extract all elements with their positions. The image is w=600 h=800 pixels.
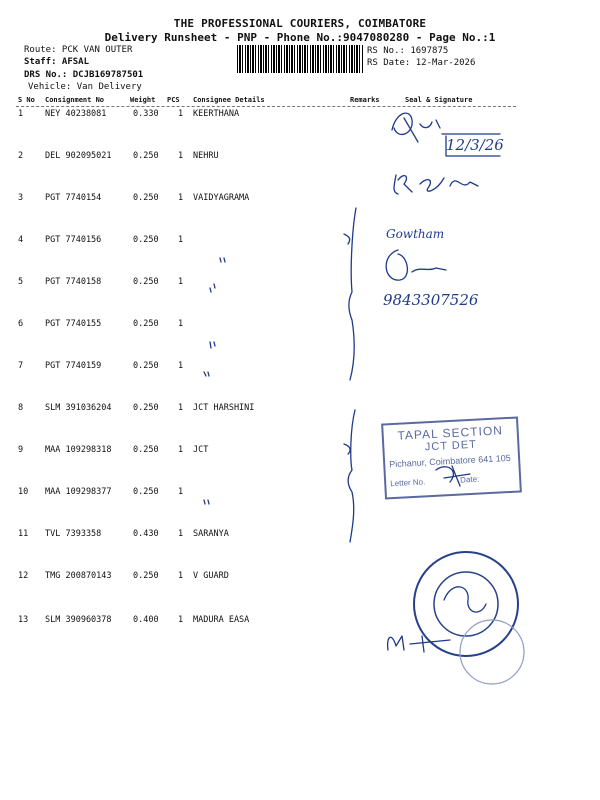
row-consignee: JCT HARSHINI	[193, 403, 255, 413]
row-sno: 7	[18, 361, 24, 371]
col-seal: Seal & Signature	[405, 96, 473, 104]
row-weight: 0.330	[133, 109, 159, 119]
document-subtitle: Delivery Runsheet - PNP - Phone No.:9047080280 - Page No.:1	[104, 31, 496, 44]
row-sno: 11	[18, 529, 29, 539]
ditto-mark-6	[210, 342, 215, 348]
col-sno: S No	[18, 96, 35, 104]
row-pcs: 1	[178, 235, 184, 245]
handwritten-name: Gowtham	[386, 227, 445, 241]
ditto-mark-4	[220, 258, 225, 262]
row-consignee: VAIDYAGRAMA	[193, 193, 250, 203]
row-consignee: V GUARD	[193, 571, 229, 581]
stamp-date: Date:	[459, 474, 480, 485]
row-consignee: JCT	[193, 445, 209, 455]
row-consignment: PGT 7740155	[45, 319, 102, 329]
row-pcs: 1	[178, 151, 184, 161]
stamp-line-1: TAPAL SECTION	[397, 423, 504, 443]
stamp-line-2: JCT DET	[424, 438, 478, 454]
row-consignment: TVL 7393358	[45, 529, 102, 539]
signature-row-2	[394, 175, 478, 194]
row-weight: 0.430	[133, 529, 159, 539]
row-pcs: 1	[178, 277, 184, 287]
row-weight: 0.250	[133, 193, 159, 203]
row-sno: 3	[18, 193, 24, 203]
row-pcs: 1	[178, 319, 184, 329]
row-sno: 2	[18, 151, 24, 161]
row-consignee: NEHRU	[193, 151, 219, 161]
row-consignment: NEY 40238081	[45, 109, 107, 119]
stamp-line-3: Pichanur, Coimbatore 641 105	[388, 452, 511, 470]
row-sno: 4	[18, 235, 24, 245]
row-pcs: 1	[178, 361, 184, 371]
rs-number: RS No.: 1697875	[367, 46, 449, 56]
row-weight: 0.250	[133, 403, 159, 413]
ditto-mark-10	[204, 500, 209, 504]
ditto-mark-7	[204, 372, 209, 376]
row-pcs: 1	[178, 403, 184, 413]
remarks-bracket-bottom	[344, 410, 355, 542]
stamp-letter-no: Letter No.	[390, 477, 426, 489]
col-pcs: PCS	[167, 96, 180, 104]
row-sno: 10	[18, 487, 29, 497]
rs-date: RS Date: 12-Mar-2026	[367, 58, 476, 68]
row-consignment: SLM 391036204	[45, 403, 112, 413]
handwritten-phone: 9843307526	[383, 291, 479, 309]
col-consignee: Consignee Details	[193, 96, 265, 104]
vehicle-label: Vehicle: Van Delivery	[28, 82, 142, 92]
col-weight: Weight	[130, 96, 156, 104]
row-consignment: PGT 7740156	[45, 235, 102, 245]
row-weight: 0.250	[133, 277, 159, 287]
row-weight: 0.400	[133, 615, 159, 625]
row-weight: 0.250	[133, 319, 159, 329]
route-label: Route: PCK VAN OUTER	[24, 45, 133, 55]
ditto-mark-5	[210, 284, 215, 292]
row-consignment: MAA 109298318	[45, 445, 112, 455]
row-consignment: PGT 7740159	[45, 361, 102, 371]
row-consignment: PGT 7740158	[45, 277, 102, 287]
col-consignment: Consignment No	[45, 96, 105, 104]
row-pcs: 1	[178, 109, 184, 119]
row-consignment: TMG 200870143	[45, 571, 112, 581]
row-consignee: SARANYA	[193, 529, 229, 539]
faint-round-seal	[460, 620, 524, 684]
row-consignment: SLM 390960378	[45, 615, 112, 625]
row-weight: 0.250	[133, 487, 159, 497]
row-sno: 5	[18, 277, 24, 287]
remarks-bracket-top	[344, 208, 356, 380]
row-pcs: 1	[178, 615, 184, 625]
row-weight: 0.250	[133, 235, 159, 245]
row-sno: 12	[18, 571, 29, 581]
v-guard-round-seal	[414, 552, 518, 656]
tapal-section-stamp	[381, 416, 522, 499]
signature-row-1	[392, 113, 440, 142]
row-pcs: 1	[178, 571, 184, 581]
row-consignee: MADURA EASA	[193, 615, 250, 625]
row-sno: 13	[18, 615, 29, 625]
row-weight: 0.250	[133, 151, 159, 161]
row-sno: 9	[18, 445, 24, 455]
signature-row-4	[386, 250, 446, 280]
row-weight: 0.250	[133, 445, 159, 455]
drs-label: DRS No.: DCJB169787501	[24, 70, 144, 80]
col-remarks: Remarks	[350, 96, 380, 104]
row-weight: 0.250	[133, 361, 159, 371]
row-pcs: 1	[178, 193, 184, 203]
row-weight: 0.250	[133, 571, 159, 581]
row-sno: 8	[18, 403, 24, 413]
document-title: THE PROFESSIONAL COURIERS, COIMBATORE	[173, 17, 427, 30]
row-pcs: 1	[178, 487, 184, 497]
row-pcs: 1	[178, 529, 184, 539]
row-pcs: 1	[178, 445, 184, 455]
staff-label: Staff: AFSAL	[24, 57, 90, 67]
row-sno: 1	[18, 109, 24, 119]
handwritten-date: 12/3/26	[446, 136, 504, 154]
row-consignment: DEL 902095021	[45, 151, 112, 161]
row-consignment: PGT 7740154	[45, 193, 102, 203]
row-sno: 6	[18, 319, 24, 329]
row-consignment: MAA 109298377	[45, 487, 112, 497]
row-consignee: KEERTHANA	[193, 109, 240, 119]
